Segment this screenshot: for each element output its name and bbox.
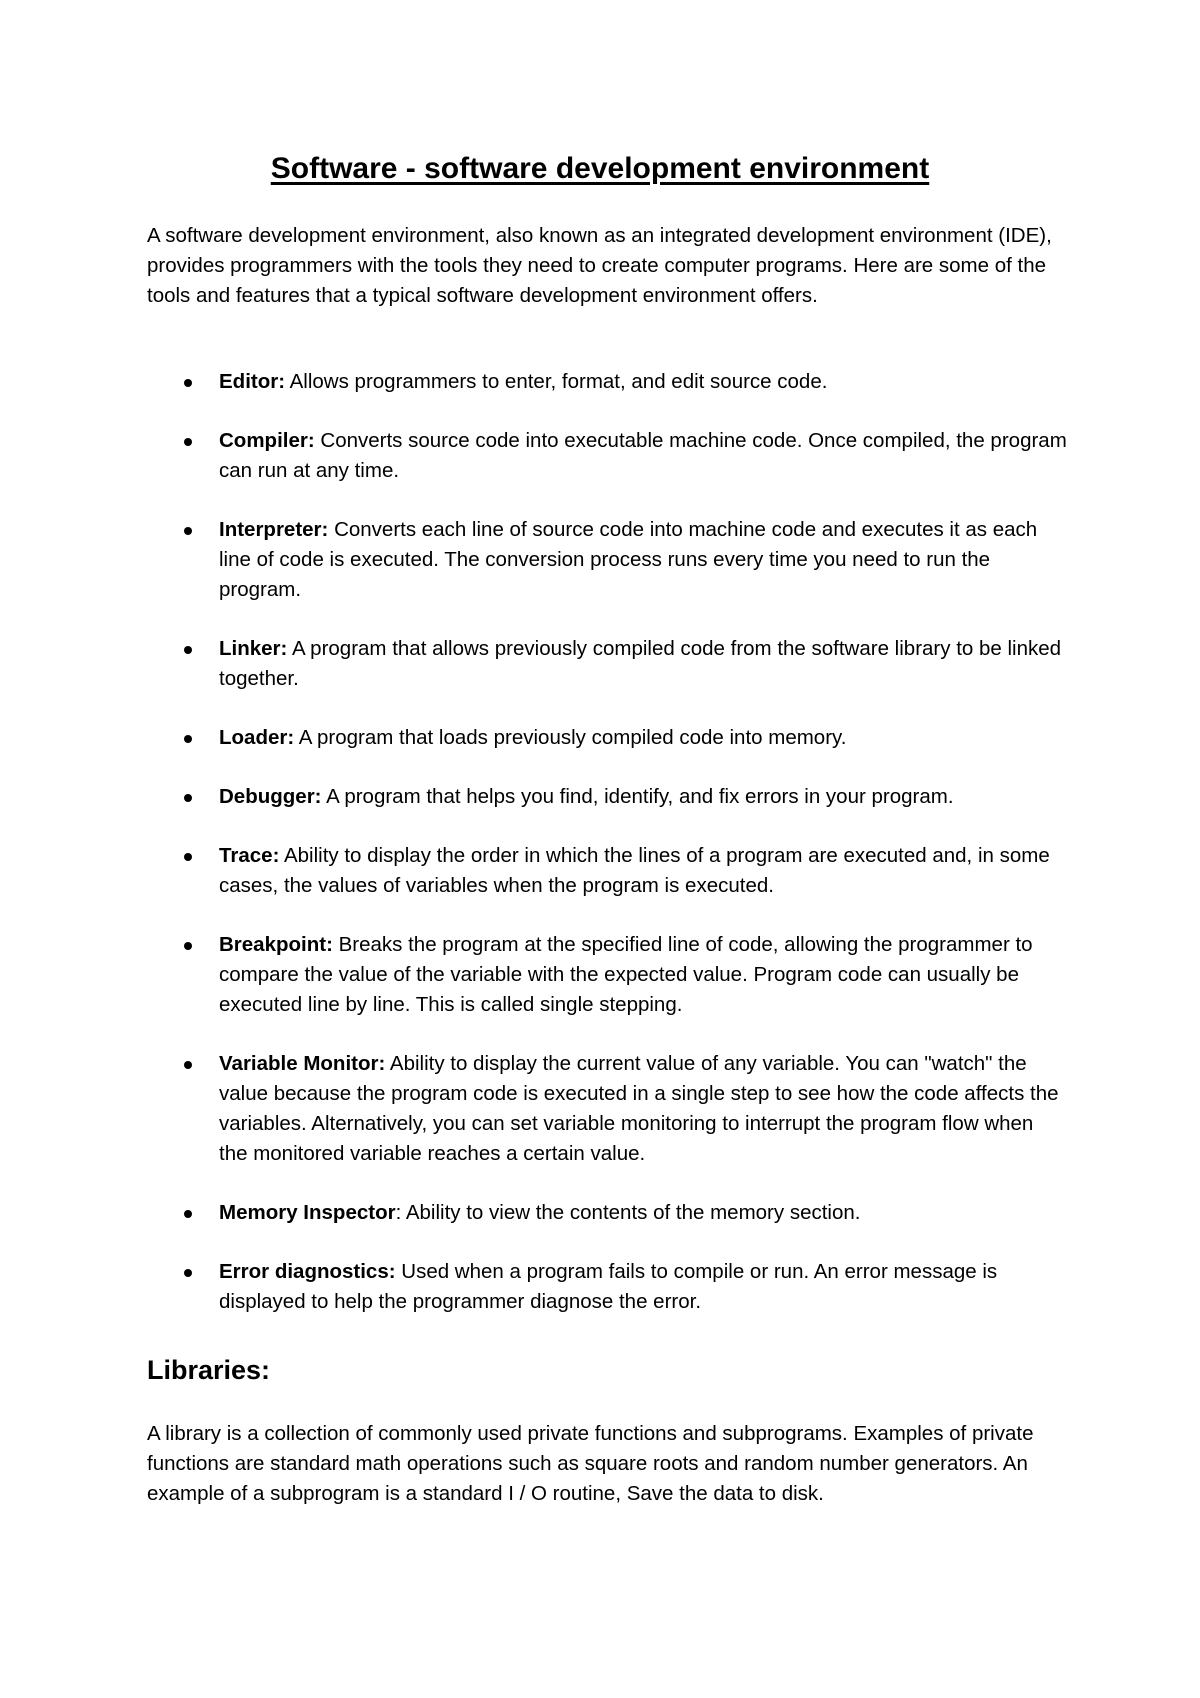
list-item	[147, 723, 1067, 753]
list-item	[147, 782, 1067, 812]
bullet-icon	[184, 527, 192, 535]
tool-list	[147, 367, 1067, 1346]
tool-term: Interpreter:	[219, 518, 329, 541]
tool-description: A program that loads previously compiled code into memory.	[298, 726, 847, 749]
tool-term: Trace:	[219, 844, 280, 867]
tool-description: Ability to display the current value of any variable. You can "watch" the value because the program code is executed in a single step to see how the code affects the variables. Alternatively, you can set variable monitoring to interrupt the program flow when the monitored variable reaches a certain value.	[219, 1052, 1059, 1165]
bullet-icon	[184, 1269, 192, 1277]
tool-description: A program that helps you find, identify, and fix errors in your program.	[326, 785, 954, 808]
list-item	[147, 1198, 1067, 1228]
bullet-icon	[184, 794, 192, 802]
tool-description: Converts source code into executable machine code. Once compiled, the program can run at any time.	[219, 429, 1067, 482]
page-title: Software - software development environment	[270, 152, 930, 185]
list-item	[147, 515, 1067, 605]
list-item	[147, 634, 1067, 694]
intro-paragraph: A software development environment, also known as an integrated development environment (IDE), provides programmers with the tools they need to create computer programs. Here are some of the tools and features that a typical software development environment offers.	[147, 224, 1052, 307]
tool-description: Ability to display the order in which the lines of a program are executed and, in some cases, the values of variables when the program is executed.	[219, 844, 1050, 897]
tool-description: : Ability to view the contents of the memory section.	[395, 1201, 861, 1224]
list-item	[147, 841, 1067, 901]
list-item	[147, 367, 1067, 397]
list-item	[147, 1049, 1067, 1169]
tool-term: Memory Inspector	[219, 1201, 396, 1224]
bullet-icon	[184, 853, 192, 861]
list-item	[147, 426, 1067, 486]
bullet-icon	[184, 735, 192, 743]
libraries-paragraph: A library is a collection of commonly used private functions and subprograms. Examples of private functions are standard math operations such as square roots and random number generators. An example of a subprogram is a standard I / O routine, Save the data to disk.	[147, 1422, 1034, 1505]
list-item	[147, 1257, 1067, 1317]
tool-description: Converts each line of source code into machine code and executes it as each line of code is executed. The conversion process runs every time you need to run the program.	[219, 518, 1038, 601]
tool-term: Error diagnostics:	[219, 1260, 396, 1283]
bullet-icon	[184, 379, 192, 387]
tool-term: Linker:	[219, 637, 288, 660]
tool-description: A program that allows previously compiled code from the software library to be linked together.	[219, 637, 1062, 690]
tool-term: Variable Monitor:	[219, 1052, 386, 1075]
libraries-heading: Libraries:	[147, 1355, 271, 1385]
tool-term: Breakpoint:	[219, 933, 333, 956]
bullet-icon	[184, 438, 192, 446]
bullet-icon	[184, 646, 192, 654]
tool-description: Used when a program fails to compile or run. An error message is displayed to help the programmer diagnose the error.	[219, 1260, 998, 1313]
tool-term: Loader:	[219, 726, 295, 749]
bullet-icon	[184, 942, 192, 950]
bullet-icon	[184, 1061, 192, 1069]
list-item	[147, 930, 1067, 1020]
tool-description: Allows programmers to enter, format, and edit source code.	[285, 370, 828, 393]
bullet-icon	[184, 1210, 192, 1218]
tool-term: Editor:	[219, 370, 286, 393]
tool-term: Debugger:	[219, 785, 322, 808]
tool-term: Compiler:	[219, 429, 315, 452]
tool-description: Breaks the program at the specified line of code, allowing the programmer to compare the value of the variable with the expected value. Program code can usually be executed line by line. This is called single stepping.	[219, 933, 1033, 1016]
